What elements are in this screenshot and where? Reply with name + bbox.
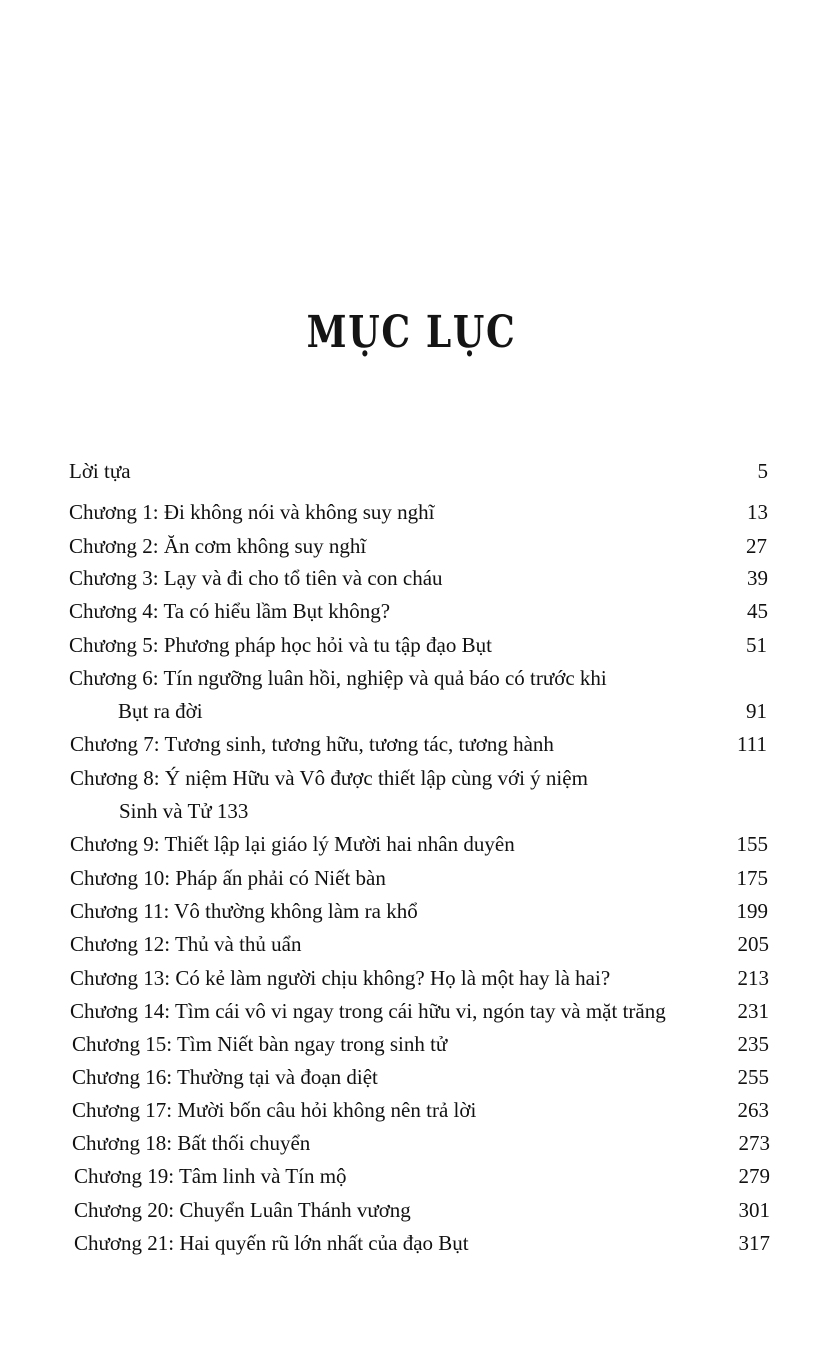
toc-entry-label: Chương 8: Ý niệm Hữu và Vô được thiết lập cùng với ý niệm	[70, 766, 588, 790]
toc-entry-page-number: 213	[737, 966, 769, 990]
toc-entry-label: Chương 19: Tâm linh và Tín mộ	[74, 1164, 347, 1188]
toc-entry-label: Chương 11: Vô thường không làm ra khổ	[70, 899, 418, 923]
toc-entry-page-number: 205	[737, 932, 769, 956]
toc-entry-label: Chương 12: Thủ và thủ uẩn	[70, 932, 302, 956]
toc-entry-label: Chương 13: Có kẻ làm người chịu không? Họ là một hay là hai?	[70, 966, 611, 990]
toc-entry-label: Chương 10: Pháp ấn phải có Niết bàn	[70, 866, 386, 890]
toc-entry	[0, 1031, 823, 1057]
toc-entry-page-number: 235	[737, 1032, 769, 1056]
toc-entry	[0, 598, 823, 624]
toc-entry-label: Bụt ra đời	[118, 699, 203, 723]
toc-entry	[0, 998, 823, 1024]
toc-entry-label: Lời tựa	[69, 459, 131, 483]
toc-entry-page-number: 279	[738, 1164, 770, 1188]
toc-entry-page-number: 39	[747, 566, 768, 590]
toc-entry-page-number: 273	[738, 1131, 770, 1155]
toc-entry	[0, 698, 823, 724]
toc-entry-label: Chương 1: Đi không nói và không suy nghĩ	[69, 500, 435, 524]
toc-entry-label: Chương 7: Tương sinh, tương hữu, tương tác, tương hành	[70, 732, 554, 756]
toc-entry	[0, 865, 823, 891]
toc-entry-label: Sinh và Tử 133	[119, 799, 249, 823]
toc-entry-page-number: 199	[736, 899, 768, 923]
toc-entry	[0, 499, 823, 525]
toc-entry	[0, 1197, 823, 1223]
toc-entry	[0, 1230, 823, 1256]
toc-entry-page-number: 91	[746, 699, 767, 723]
toc-entry-label: Chương 14: Tìm cái vô vi ngay trong cái hữu vi, ngón tay và mặt trăng	[70, 999, 666, 1023]
toc-entry-page-number: 13	[747, 500, 768, 524]
toc-entry-page-number: 231	[737, 999, 769, 1023]
toc-entry-page-number: 27	[746, 534, 767, 558]
toc-entry-label: Chương 21: Hai quyến rũ lớn nhất của đạo Bụt	[74, 1231, 469, 1255]
toc-entry-label: Chương 18: Bất thối chuyển	[72, 1131, 311, 1155]
toc-entry	[0, 965, 823, 991]
toc-entry	[0, 1064, 823, 1090]
toc-entry	[0, 1163, 823, 1189]
toc-entry-page-number: 263	[737, 1098, 769, 1122]
toc-entry-page-number: 175	[736, 866, 768, 890]
toc-entry	[0, 1130, 823, 1156]
toc-entry-page-number: 51	[746, 633, 767, 657]
toc-entry	[0, 898, 823, 924]
toc-entry-page-number: 255	[737, 1065, 769, 1089]
toc-entry-page-number: 45	[747, 599, 768, 623]
toc-entry-label: Chương 20: Chuyển Luân Thánh vương	[74, 1198, 411, 1222]
toc-entry-label: Chương 15: Tìm Niết bàn ngay trong sinh tử	[72, 1032, 448, 1056]
toc-entry-label: Chương 16: Thường tại và đoạn diệt	[72, 1065, 378, 1089]
toc-entry-label: Chương 3: Lạy và đi cho tổ tiên và con cháu	[69, 566, 443, 590]
toc-entry	[0, 565, 823, 591]
toc-entry	[0, 798, 823, 824]
page-title: MỤC LỤC	[306, 307, 517, 359]
toc-entry-label: Chương 5: Phương pháp học hỏi và tu tập đạo Bụt	[69, 633, 492, 657]
toc-entry	[0, 665, 823, 691]
toc-entry-page-number: 301	[738, 1198, 770, 1222]
toc-entry-page-number: 317	[738, 1231, 770, 1255]
toc-entry-page-number: 111	[737, 732, 767, 756]
toc-entry	[0, 632, 823, 658]
toc-entry-page-number: 155	[736, 832, 768, 856]
toc-entry	[0, 533, 823, 559]
toc-entry	[0, 765, 823, 791]
toc-entry-label: Chương 4: Ta có hiểu lầm Bụt không?	[69, 599, 391, 623]
toc-entry-page-number: 5	[757, 459, 768, 483]
toc-entry-label: Chương 6: Tín ngưỡng luân hồi, nghiệp và quả báo có trước khi	[69, 666, 607, 690]
toc-entry-label: Chương 17: Mười bốn câu hỏi không nên trả lời	[72, 1098, 477, 1122]
toc-entry	[0, 831, 823, 857]
toc-entry	[0, 458, 823, 484]
toc-entry-label: Chương 9: Thiết lập lại giáo lý Mười hai nhân duyên	[70, 832, 515, 856]
toc-entry	[0, 731, 823, 757]
toc-entry	[0, 931, 823, 957]
toc-entry-label: Chương 2: Ăn cơm không suy nghĩ	[69, 534, 367, 558]
toc-entry	[0, 1097, 823, 1123]
